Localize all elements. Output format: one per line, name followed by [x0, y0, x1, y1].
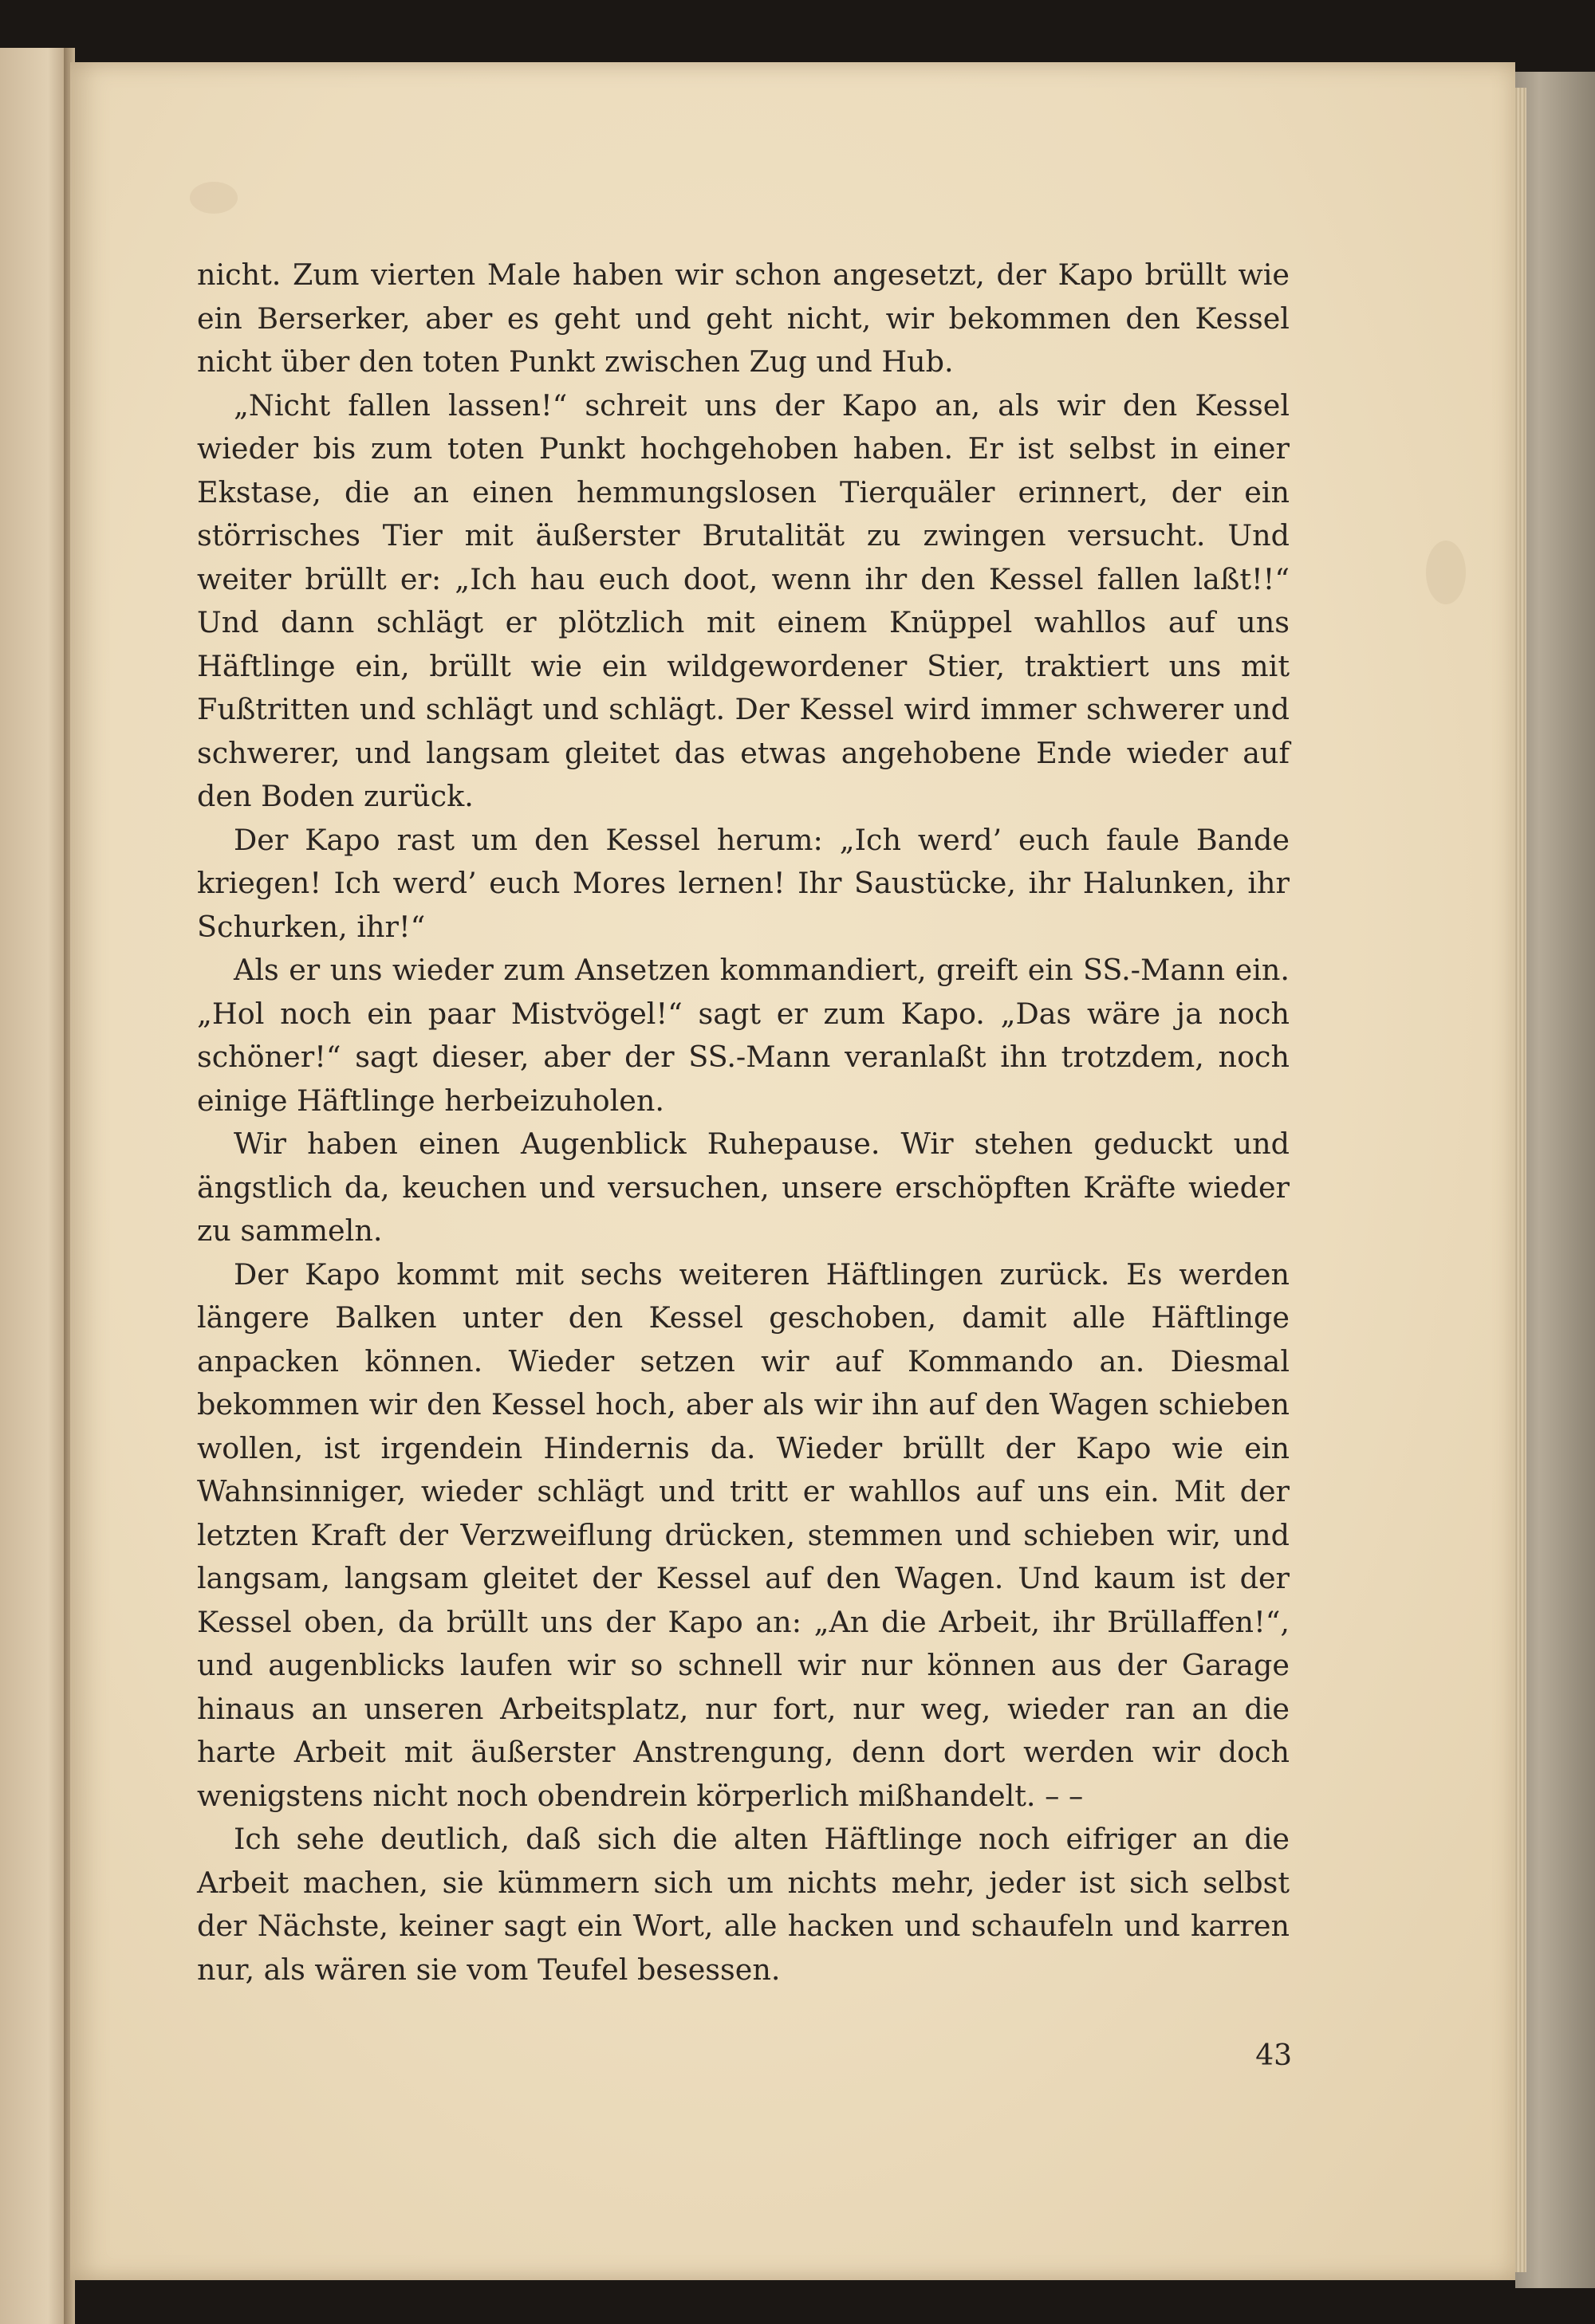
page-stain [1426, 541, 1466, 604]
paragraph-7: Ich sehe deutlich, daß sich die alten Häftlinge noch eifriger an die Arbeit machen, sie kümmern sich um nichts mehr, jeder ist sich selbst der Nächste, keiner sagt ein Wort, alle hacken und schaufeln und karren nur, als wären sie vom Teufel besessen. [197, 1822, 1290, 1987]
paragraph-3: Der Kapo rast um den Kessel herum: „Ich werd’ euch faule Bande kriegen! Ich werd’ euch Mores lernen! Ihr Saustücke, ihr Halunken, ihr Schurken, ihr!“ [197, 822, 1290, 944]
body-text [197, 254, 1290, 1992]
page-stain [190, 182, 238, 214]
paragraph-5: Wir haben einen Augenblick Ruhepause. Wir stehen geduckt und ängstlich da, keuchen und versuchen, unsere erschöpften Kräfte wieder zu sammeln. [197, 1127, 1290, 1248]
left-page-edge [0, 48, 69, 2324]
paragraph-1: nicht. Zum vierten Male haben wir schon angesetzt, der Kapo brüllt wie ein Berserker, aber es geht und geht nicht, wir bekommen den Kessel nicht über den toten Punkt zwischen Zug und Hub. [197, 258, 1290, 379]
paragraph-4: Als er uns wieder zum Ansetzen kommandiert, greift ein SS.-Mann ein. „Hol noch ein paar Mistvögel!“ sagt er zum Kapo. „Das wäre ja noch schöner!“ sagt dieser, aber der SS.-Mann veranlaßt ihn trotzdem, noch einige Häftlinge herbeizuholen. [197, 953, 1290, 1118]
book-cover-board [1515, 72, 1595, 2288]
paragraph-6: Der Kapo kommt mit sechs weiteren Häftlingen zurück. Es werden längere Balken unter den Kessel geschoben, damit alle Häftlinge anpacken können. Wieder setzen wir auf Kommando an. Diesmal bekommen wir den Kessel hoch, aber als wir ihn auf den Wagen schieben wollen, ist irgendein Hindernis da. Wieder brüllt der Kapo wie ein Wahnsinniger, wieder schlägt und tritt er wahllos auf uns ein. Mit der letzten Kraft der Verzweiflung drücken, stemmen und schieben wir, und langsam, langsam gleitet der Kessel auf den Wagen. Und kaum ist der Kessel oben, da brüllt uns der Kapo an: „An die Arbeit, ihr Brüllaffen!“, und augenblicks laufen wir so schnell wir nur können aus der Garage hinaus an unseren Arbeitsplatz, nur fort, nur weg, wieder ran an die harte Arbeit mit äußerster Anstrengung, denn dort werden wir doch wenigstens nicht noch obendrein körperlich mißhandelt. – – [197, 1256, 1290, 1813]
page-number: 43 [1255, 2039, 1292, 2072]
paragraph-2: „Nicht fallen lassen!“ schreit uns der Kapo an, als wir den Kessel wieder bis zum toten Punkt hochgehoben haben. Er ist selbst in einer Ekstase, die an einen hemmungslosen Tierquäler erinnert, der ein störrisches Tier mit äußerster Brutalität zu zwingen versucht. Und weiter brüllt er: „Ich hau euch doot, wenn ihr den Kessel fallen laßt!!“ Und dann schlägt er plötzlich mit einem Knüppel wahllos auf uns Häftlinge ein, brüllt wie ein wildgewordener Stier, traktiert uns mit Fußtritten und schlägt und schlägt. Der Kessel wird immer schwerer und schwerer, und langsam gleitet das etwas angehobene Ende wieder auf den Boden zurück. [197, 387, 1290, 813]
